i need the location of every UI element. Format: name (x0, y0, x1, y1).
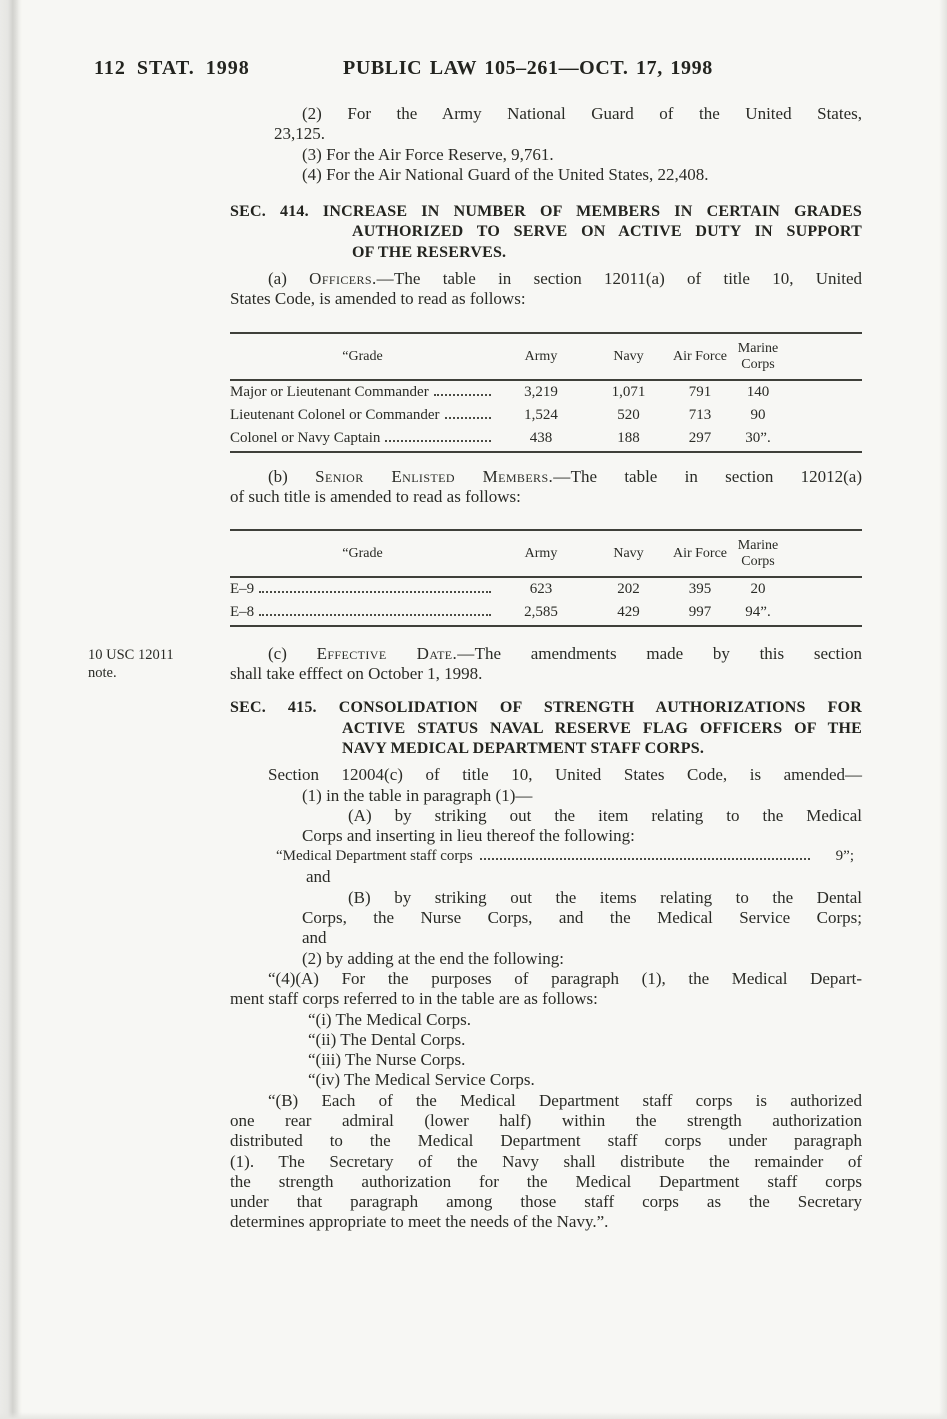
sec415-pB-line: the strength authorization for the Medical Department staff corps (230, 1171, 862, 1191)
paragraph-414b (230, 467, 862, 508)
col-header-air-force: Air Force (672, 348, 728, 364)
army-value: 3,219 (524, 383, 558, 400)
sec415-p4A-line1: “(4)(A) For the purposes of paragraph (1), the Medical Depart- (268, 968, 862, 988)
navy-value: 520 (617, 406, 640, 423)
spacer-cell (786, 404, 862, 427)
margin-note-line: 10 USC 12011 (88, 646, 174, 663)
sec415-intro: Section 12004(c) of title 10, United States Code, is amended— (268, 765, 862, 785)
section-414-heading (230, 202, 862, 263)
page-bottom-scan-edge (0, 1412, 947, 1419)
section-415-heading (230, 698, 862, 759)
grade-label: Lieutenant Colonel or Commander (230, 406, 440, 423)
air-force-value: 791 (688, 383, 712, 400)
grade-label: E–8 (230, 604, 255, 621)
corps-line-value: 9”; (835, 848, 854, 865)
sec415-and: and (306, 867, 331, 887)
margin-note-usc (88, 646, 214, 682)
clause-text: The table in section 12012(a) (570, 466, 862, 486)
clause-2-line2: 23,125. (274, 124, 325, 144)
sec415-pB-line: “(B) Each of the Medical Department staff corps is authorized (268, 1090, 862, 1110)
heading-line: SEC. 415. CONSOLIDATION OF STRENGTH AUTHORIZATIONS FOR (230, 699, 862, 717)
col-header-navy: Navy (613, 546, 644, 562)
page-right-scan-edge (939, 0, 947, 1419)
air-force-value: 997 (688, 604, 712, 621)
dot-leader (385, 440, 491, 442)
page-body (88, 104, 862, 1233)
col-header-navy: Navy (613, 348, 644, 364)
marine-value: 94”. (745, 604, 771, 621)
sec415-p4A-line2: ment staff corps referred to in the table are as follows: (230, 989, 598, 1009)
dot-leader (480, 858, 810, 860)
officers-table (230, 332, 862, 453)
sec415-item-B-line1: (B) by striking out the items relating to the Dental (348, 887, 862, 907)
clause-text: The table in section 12011(a) of title 10, United (394, 269, 862, 289)
sec415-item-B-line2: Corps, the Nurse Corps, and the Medical Service Corps; (302, 908, 862, 928)
heading-line: NAVY MEDICAL DEPARTMENT STAFF CORPS. (342, 739, 705, 757)
col-header-air-force: Air Force (672, 546, 728, 562)
table-row (230, 380, 862, 404)
roman-item-iii: “(iii) The Nurse Corps. (308, 1050, 466, 1070)
paragraph-414a-line2: States Code, is amended to read as follows: (230, 289, 526, 309)
dot-leader (434, 394, 491, 396)
navy-value: 429 (617, 604, 640, 621)
stat-page-number: 112 STAT. 1998 (94, 57, 250, 79)
marine-value: 20 (750, 581, 766, 598)
air-force-value: 713 (688, 406, 712, 423)
col-header-marine-corps: Marine Corps (737, 340, 779, 372)
navy-value: 1,071 (611, 383, 646, 400)
heading-line: OF THE RESERVES. (352, 243, 507, 261)
dot-leader (259, 614, 491, 616)
col-header-army: Army (524, 546, 558, 562)
clause-label: Effective Date.— (316, 643, 475, 663)
army-value: 2,585 (524, 604, 558, 621)
marine-value: 30”. (745, 430, 771, 447)
army-value: 438 (529, 430, 553, 447)
enlisted-table-header-row (230, 530, 862, 577)
spacer-cell (786, 380, 862, 404)
grade-label: E–9 (230, 581, 255, 598)
page-left-scan-edge (0, 0, 22, 1419)
paragraph-414a-line1 (230, 269, 862, 289)
clause-label: Senior Enlisted Members.— (315, 466, 571, 486)
sec415-item-A-line2: Corps and inserting in lieu thereof the following: (302, 826, 635, 846)
sec415-item-B-line3: and (302, 928, 327, 948)
table-row (230, 427, 862, 451)
roman-item-ii: “(ii) The Dental Corps. (308, 1029, 466, 1049)
navy-value: 188 (617, 430, 640, 447)
roman-item-i: “(i) The Medical Corps. (308, 1009, 472, 1029)
grade-label: Colonel or Navy Captain (230, 430, 381, 447)
clause-text: The amendments made by this section (474, 643, 862, 663)
grade-label: Major or Lieutenant Commander (230, 383, 429, 400)
air-force-value: 395 (688, 581, 712, 598)
spacer-cell (786, 427, 862, 451)
heading-line: AUTHORIZED TO SERVE ON ACTIVE DUTY IN SUPPORT (352, 223, 862, 241)
paragraph-414b-line2: of such title is amended to read as follows: (230, 486, 521, 506)
marine-value: 140 (746, 383, 770, 400)
heading-line: SEC. 414. INCREASE IN NUMBER OF MEMBERS IN CERTAIN GRADES (230, 203, 862, 221)
clause-letter: (c) (268, 643, 317, 663)
paragraph-414c-line2: shall take efffect on October 1, 1998. (230, 664, 483, 684)
paragraph-414c (88, 643, 862, 685)
clause-4: (4) For the Air National Guard of the United States, 22,408. (302, 164, 709, 184)
heading-line: ACTIVE STATUS NAVAL RESERVE FLAG OFFICERS OF THE (342, 719, 862, 737)
clause-2-line1: (2) For the Army National Guard of the United States, (302, 104, 862, 123)
navy-value: 202 (617, 581, 640, 598)
clause-label: Officers.— (309, 269, 395, 289)
col-header-marine-corps: Marine Corps (737, 538, 779, 570)
table-row (230, 577, 862, 601)
corps-line-label: “Medical Department staff corps (276, 848, 473, 865)
clause-letter: (a) (268, 269, 310, 289)
dot-leader (445, 417, 491, 419)
paragraph-414a (230, 269, 862, 310)
sec415-pB-line: under that paragraph among those staff corps as the Secretary (230, 1192, 862, 1212)
air-force-value: 297 (688, 430, 712, 447)
enlisted-table (230, 529, 862, 627)
paragraph-414b-line1 (230, 467, 862, 487)
margin-note-line: note. (88, 664, 117, 681)
sec415-pB-line: determines appropriate to meet the needs of the Navy.”. (230, 1212, 609, 1232)
marine-value: 90 (750, 406, 766, 423)
spacer-cell (786, 601, 862, 625)
sec415-item-2: (2) by adding at the end the following: (302, 948, 565, 968)
sec415-pB-line: one rear admiral (lower half) within the strength authorization (230, 1110, 862, 1130)
col-header-grade: “Grade (342, 348, 383, 364)
spacer-cell (786, 530, 862, 577)
roman-item-iv: “(iv) The Medical Service Corps. (308, 1070, 535, 1090)
officers-table-header-row (230, 333, 862, 380)
col-header-army: Army (524, 348, 558, 364)
public-law-title: PUBLIC LAW 105–261—OCT. 17, 1998 (343, 57, 713, 79)
spacer-cell (786, 577, 862, 601)
sec415-item-1: (1) in the table in paragraph (1)— (302, 785, 533, 805)
table-row (230, 404, 862, 427)
clause-3: (3) For the Air Force Reserve, 9,761. (302, 144, 554, 164)
army-value: 623 (529, 581, 553, 598)
clause-letter: (b) (268, 466, 316, 486)
paragraph-414c-line1 (230, 644, 862, 664)
col-header-grade: “Grade (342, 546, 383, 562)
dot-leader (259, 591, 491, 593)
table-row (230, 601, 862, 625)
medical-corps-table-line (230, 846, 862, 867)
spacer-cell (786, 333, 862, 380)
sec415-pB-line: (1). The Secretary of the Navy shall distribute the remainder of (230, 1151, 862, 1171)
sec415-item-A-line1: (A) by striking out the item relating to the Medical (348, 805, 862, 825)
sec415-pB-line: distributed to the Medical Department staff corps under paragraph (230, 1131, 862, 1151)
army-value: 1,524 (524, 406, 558, 423)
